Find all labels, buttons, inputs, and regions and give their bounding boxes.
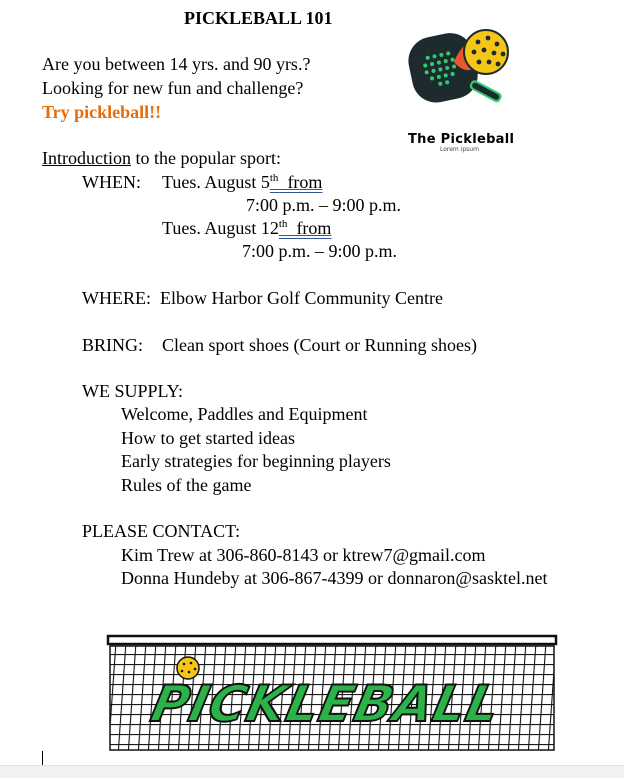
logo-tagline: Lorem ipsum	[440, 146, 479, 153]
supply-item: How to get started ideas	[121, 428, 295, 448]
when-date-1-day: Tues. August 5	[162, 172, 270, 192]
supply-label: WE SUPPLY:	[82, 381, 184, 401]
intro-question: Are you between 14 yrs. and 90 yrs.?	[42, 54, 311, 74]
call-to-action: Try pickleball!!	[42, 102, 162, 122]
bring-value: Clean sport shoes (Court or Running shoes)	[162, 335, 477, 355]
bring-label: BRING:	[82, 335, 144, 355]
page-title: PICKLEBALL 101	[184, 8, 333, 28]
when-date-2	[162, 218, 331, 238]
when-date-1-from: from	[287, 172, 323, 192]
contact-person: Donna Hundeby at 306-867-4399 or donnaron@sasktel.net	[121, 568, 548, 588]
when-date-2-suffix-wrap	[279, 218, 332, 238]
where-value: Elbow Harbor Golf Community Centre	[160, 288, 443, 308]
supply-item: Early strategies for beginning players	[121, 451, 391, 471]
supply-item: Rules of the game	[121, 475, 252, 495]
when-date-2-day: Tues. August 12	[162, 218, 279, 238]
intro-subquestion: Looking for new fun and challenge?	[42, 78, 304, 98]
when-label: WHEN:	[82, 172, 141, 192]
when-date-1-suffix-wrap	[270, 172, 323, 192]
when-date-2-suffix: th	[278, 218, 288, 230]
pickleball-banner	[106, 634, 558, 752]
pickleball-logo	[398, 22, 528, 162]
contact-label: PLEASE CONTACT:	[82, 521, 241, 541]
supply-item: Welcome, Paddles and Equipment	[121, 404, 368, 424]
when-time-2: 7:00 p.m. – 9:00 p.m.	[242, 241, 398, 261]
intro-heading-underlined: Introduction	[42, 148, 131, 168]
when-time-1: 7:00 p.m. – 9:00 p.m.	[246, 195, 402, 215]
when-date-2-from: from	[296, 218, 332, 238]
when-date-1-suffix: th	[269, 172, 279, 184]
contact-person: Kim Trew at 306-860-8143 or ktrew7@gmail.com	[121, 545, 486, 565]
intro-heading-rest: to the popular sport:	[130, 148, 281, 168]
document-bottom-strip	[0, 765, 624, 778]
banner-text: PICKLEBALL	[146, 675, 506, 733]
where-label: WHERE:	[82, 288, 151, 308]
logo-title: The Pickleball	[408, 132, 515, 147]
intro-heading	[42, 148, 281, 168]
when-date-1	[162, 172, 322, 192]
paddle-and-ball-icon	[402, 22, 522, 122]
